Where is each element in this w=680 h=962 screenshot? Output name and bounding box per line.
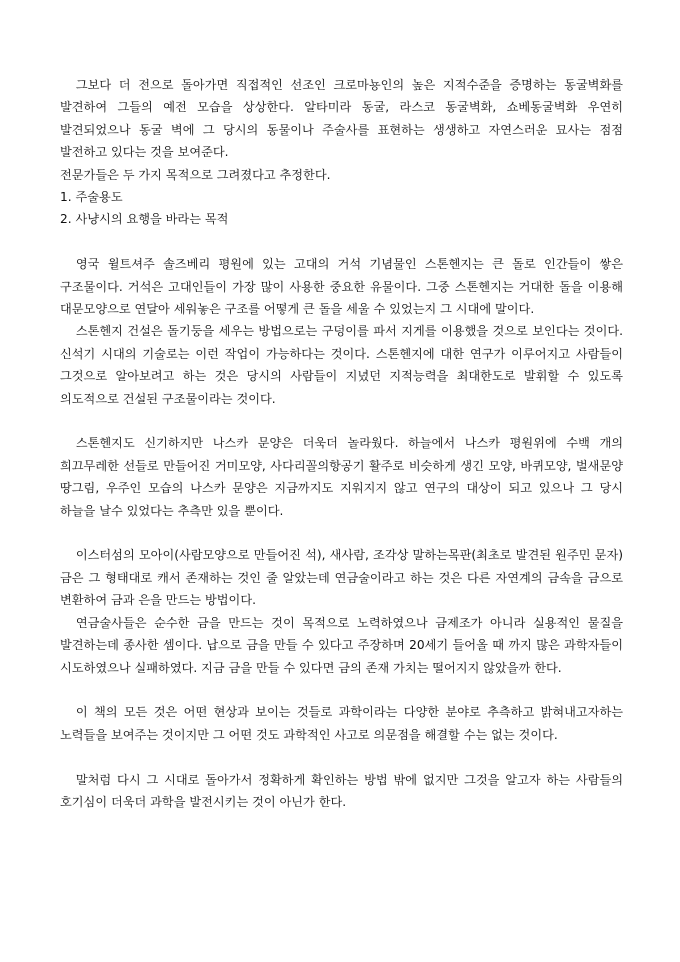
paragraph-purposes-intro: 전문가들은 두 가지 목적으로 그려졌다고 추정한다.: [60, 167, 331, 182]
list-item: 2. 사냥시의 요행을 바라는 목적: [60, 212, 229, 227]
paragraph-nazca: 스톤헨지도 신기하지만 나스카 문양은 더욱더 놀라웠다. 하늘에서 나스카 평원위에 수백 개의 희끄무레한 선들로 만들어진 거미모양, 사다리꼴의항공기 활주로 비슷하게 생긴 모양, 바퀴모양, 벌새문양 땅그림, 우주인 모습의 나스카 문양은 지금까지도 지워지지 않고 연구의 대상이 되고 있으나 그 당시 하늘을 날수 있었다는 추측만 있을 뿐이다.: [60, 436, 623, 518]
paragraph-easter-island-alchemy: 이스터섬의 모아이(사람모양으로 만들어진 석), 새사람, 조각상 말하는목판(최초로 발견된 원주민 문자) 금은 그 형태대로 캐서 존재하는 것인 줄 알았는데 연금술이라고 하는 것은 다른 자연계의 금속을 금으로 변환하여 금과 은을 만드는 방법이다.: [60, 548, 623, 608]
paragraph-book-summary: 이 책의 모든 것은 어떤 현상과 보이는 것들로 과학이라는 다양한 분야로 추측하고 밝혀내고자하는 노력들을 보여주는 것이지만 그 어떤 것도 과학적인 사고로 의문점을 해결할 수는 없는 것이다.: [60, 705, 623, 742]
paragraph-cave-paintings: 그보다 더 전으로 돌아가면 직접적인 선조인 크로마뇽인의 높은 지적수준을 증명하는 동굴벽화를 발견하여 그들의 예전 모습을 상상한다. 알타미라 동굴, 라스코 동굴벽화, 쇼베동굴벽화 우연히 발견되었으나 동굴 벽에 그 당시의 동물이나 주술사를 표현하는 생생하고 자연스러운 묘사는 점점 발전하고 있다는 것을 보여준다.: [60, 78, 623, 160]
document-page: [60, 74, 623, 813]
paragraph-conclusion: 말처럼 다시 그 시대로 돌아가서 정확하게 확인하는 방법 밖에 없지만 그것을 알고자 하는 사람들의 호기심이 더욱더 과학을 발전시키는 것이 아닌가 한다.: [60, 772, 623, 809]
paragraph-stonehenge: 영국 윌트셔주 솔즈베리 평원에 있는 고대의 거석 기념물인 스톤헨지는 큰 돌로 인간들이 쌓은 구조물이다. 거석은 고대인들이 가장 많이 사용한 중요한 유물이다. 그중 스톤헨지는 거대한 돌을 이용해 대문모양으로 연달아 세워놓은 구조를 어떻게 큰 돌을 세울 수 있었는지 그 시대에 말이다.: [60, 257, 623, 317]
purpose-list: [60, 186, 623, 231]
list-item: 1. 주술용도: [60, 190, 123, 205]
paragraph-stonehenge-construction: 스톤헨지 건설은 돌기둥을 세우는 방법으로는 구덩이를 파서 지게를 이용했을 것으로 보인다는 것이다. 신석기 시대의 기술로는 이런 작업이 가능하다는 것이다. 스톤헨지에 대한 연구가 이루어지고 사람들이 그것으로 알아보려고 하는 것은 당시의 사람들이 지녔던 지적능력을 최대한도로 발휘할 수 있도록 의도적으로 건설된 구조물이라는 것이다.: [60, 324, 623, 406]
paragraph-alchemists: 연금술사들은 순수한 금을 만드는 것이 목적으로 노력하였으나 금제조가 아니라 실용적인 물질을 발견하는데 종사한 셈이다. 납으로 금을 만들 수 있다고 주장하며 20세기 들어올 때 까지 많은 과학자들이 시도하였으나 실패하였다. 지금 금을 만들 수 있다면 금의 존재 가치는 떨어지지 않았을까 한다.: [60, 615, 623, 675]
